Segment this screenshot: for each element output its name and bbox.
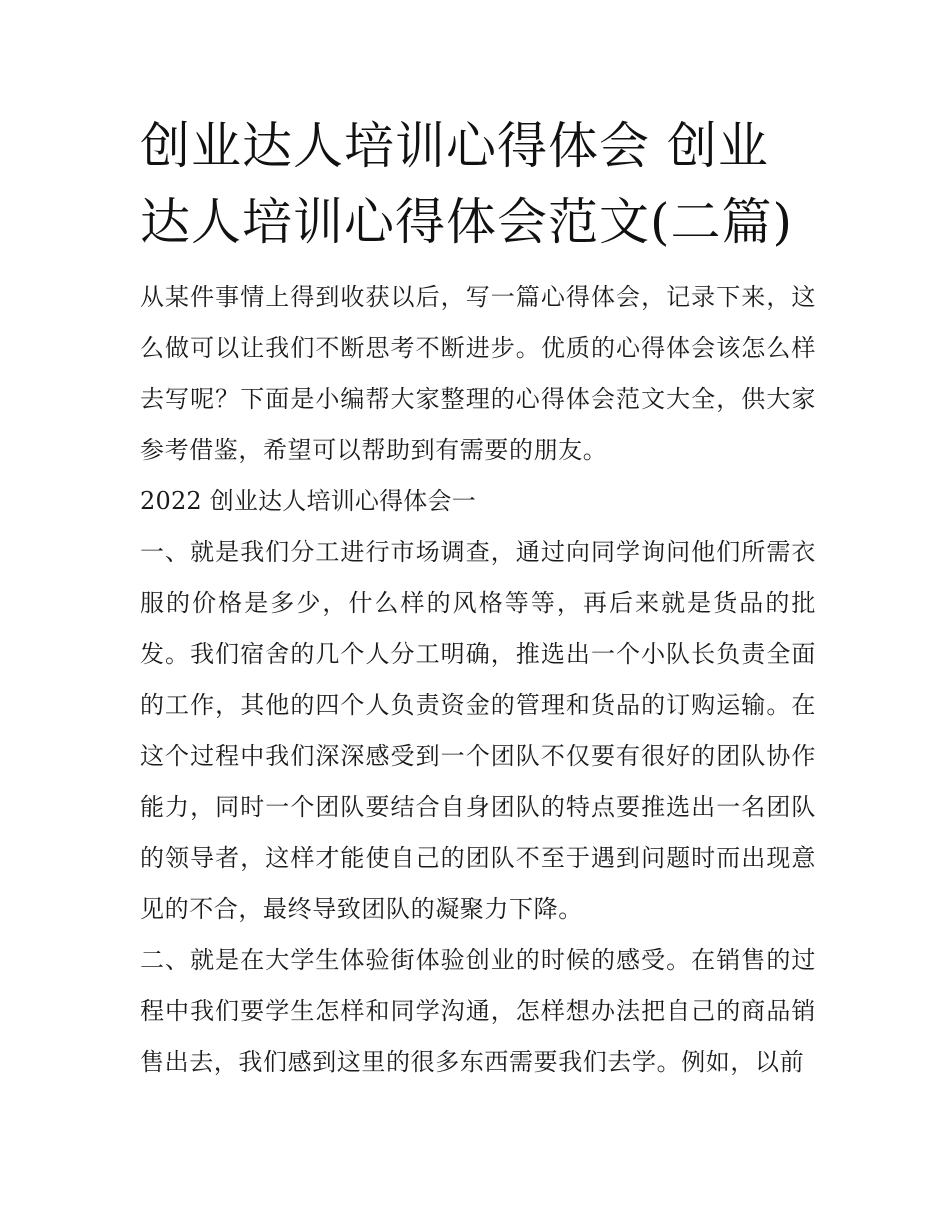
section-heading: 2022 创业达人培训心得体会一 xyxy=(140,487,476,515)
intro-paragraph: 从某件事情上得到收获以后，写一篇心得体会，记录下来，这么做可以让我们不断思考不断进步。优质的心得体会该怎么样去写呢？下面是小编帮大家整理的心得体会范文大全，供大家参考借鉴，希望可以帮助到有需要的朋友。 xyxy=(140,283,816,464)
body-paragraph-2: 二、就是在大学生体验街体验创业的时候的感受。在销售的过程中我们要学生怎样和同学沟通，怎样想办法把自己的商品销售出去，我们感到这里的很多东西需要我们去学。例如，以前 xyxy=(140,946,816,1076)
body-paragraph-1: 一、就是我们分工进行市场调查，通过向同学询问他们所需衣服的价格是多少，什么样的风格等等，再后来就是货品的批发。我们宿舍的几个人分工明确，推选出一个小队长负责全面的工作，其他的四个人负责资金的管理和货品的订购运输。在这个过程中我们深深感受到一个团队不仅要有很好的团队协作能力，同时一个团队要结合自身团队的特点要推选出一名团队的领导者，这样才能使自己的团队不至于遇到问题时而出现意见的不合，最终导致团队的凝聚力下降。 xyxy=(140,538,816,923)
document-title: 创业达人培训心得体会 创业达人培训心得体会范文(二篇) xyxy=(140,117,794,251)
document-body xyxy=(140,272,816,1088)
document-page xyxy=(140,108,816,1088)
